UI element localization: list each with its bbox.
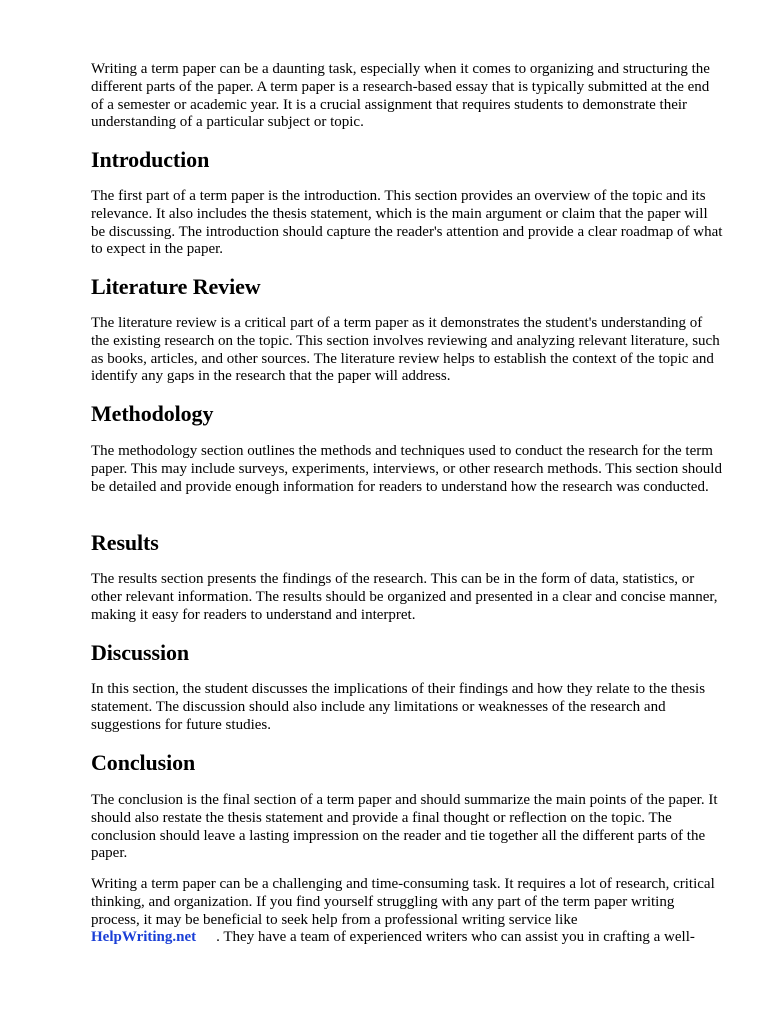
paragraph-results: The results section presents the findings of the research. This can be in the form of data, statistics, or other relevant information. The results should be organized and presented in a clear and concise manner, making it easy for readers to understand and interpret. (91, 571, 718, 623)
heading-conclusion: Conclusion (91, 750, 196, 775)
closing-text-before-link: Writing a term paper can be a challenging and time-consuming task. It requires a lot of research, critical thinking, and organization. If you find yourself struggling with any part of the term paper writing process, it may be beneficial to seek help from a professional writing service like (91, 876, 715, 928)
closing-text-after-link: . They have a team of experienced writers who can assist you in crafting a well- (216, 929, 695, 946)
paragraph-literature-review: The literature review is a critical part of a term paper as it demonstrates the student's understanding of the existing research on the topic. This section involves reviewing and analyzing relevant literature, such as books, articles, and other sources. The literature review helps to establish the context of the topic and identify any gaps in the research that the paper will address. (91, 315, 720, 385)
opening-paragraph: Writing a term paper can be a daunting task, especially when it comes to organizing and structuring the different parts of the paper. A term paper is a research-based essay that is typically submitted at the end of a semester or academic year. It is a crucial assignment that requires students to demonstrate their understanding of a particular subject or topic. (91, 61, 710, 131)
heading-introduction: Introduction (91, 147, 210, 172)
heading-results: Results (91, 530, 159, 555)
closing-paragraph (91, 876, 723, 947)
heading-literature-review: Literature Review (91, 274, 261, 299)
paragraph-introduction: The first part of a term paper is the introduction. This section provides an overview of the topic and its relevance. It also includes the thesis statement, which is the main argument or claim that the paper will be discussing. The introduction should capture the reader's attention and provide a clear roadmap of what to expect in the paper. (91, 188, 723, 258)
paragraph-discussion: In this section, the student discusses the implications of their findings and how they relate to the thesis statement. The discussion should also include any limitations or weaknesses of the research and suggestions for future studies. (91, 681, 706, 733)
helpwriting-link[interactable]: HelpWriting.net (91, 929, 197, 946)
paragraph-conclusion: The conclusion is the final section of a term paper and should summarize the main points of the paper. It should also restate the thesis statement and provide a final thought or reflection on the topic. The conclusion should leave a lasting impression on the reader and tie together all the different parts of the paper. (91, 792, 718, 862)
heading-methodology: Methodology (91, 401, 214, 426)
heading-discussion: Discussion (91, 640, 190, 665)
paragraph-methodology: The methodology section outlines the methods and techniques used to conduct the research for the term paper. This may include surveys, experiments, interviews, or other research methods. This section should be detailed and provide enough information for readers to understand how the research was conducted. (91, 443, 722, 495)
